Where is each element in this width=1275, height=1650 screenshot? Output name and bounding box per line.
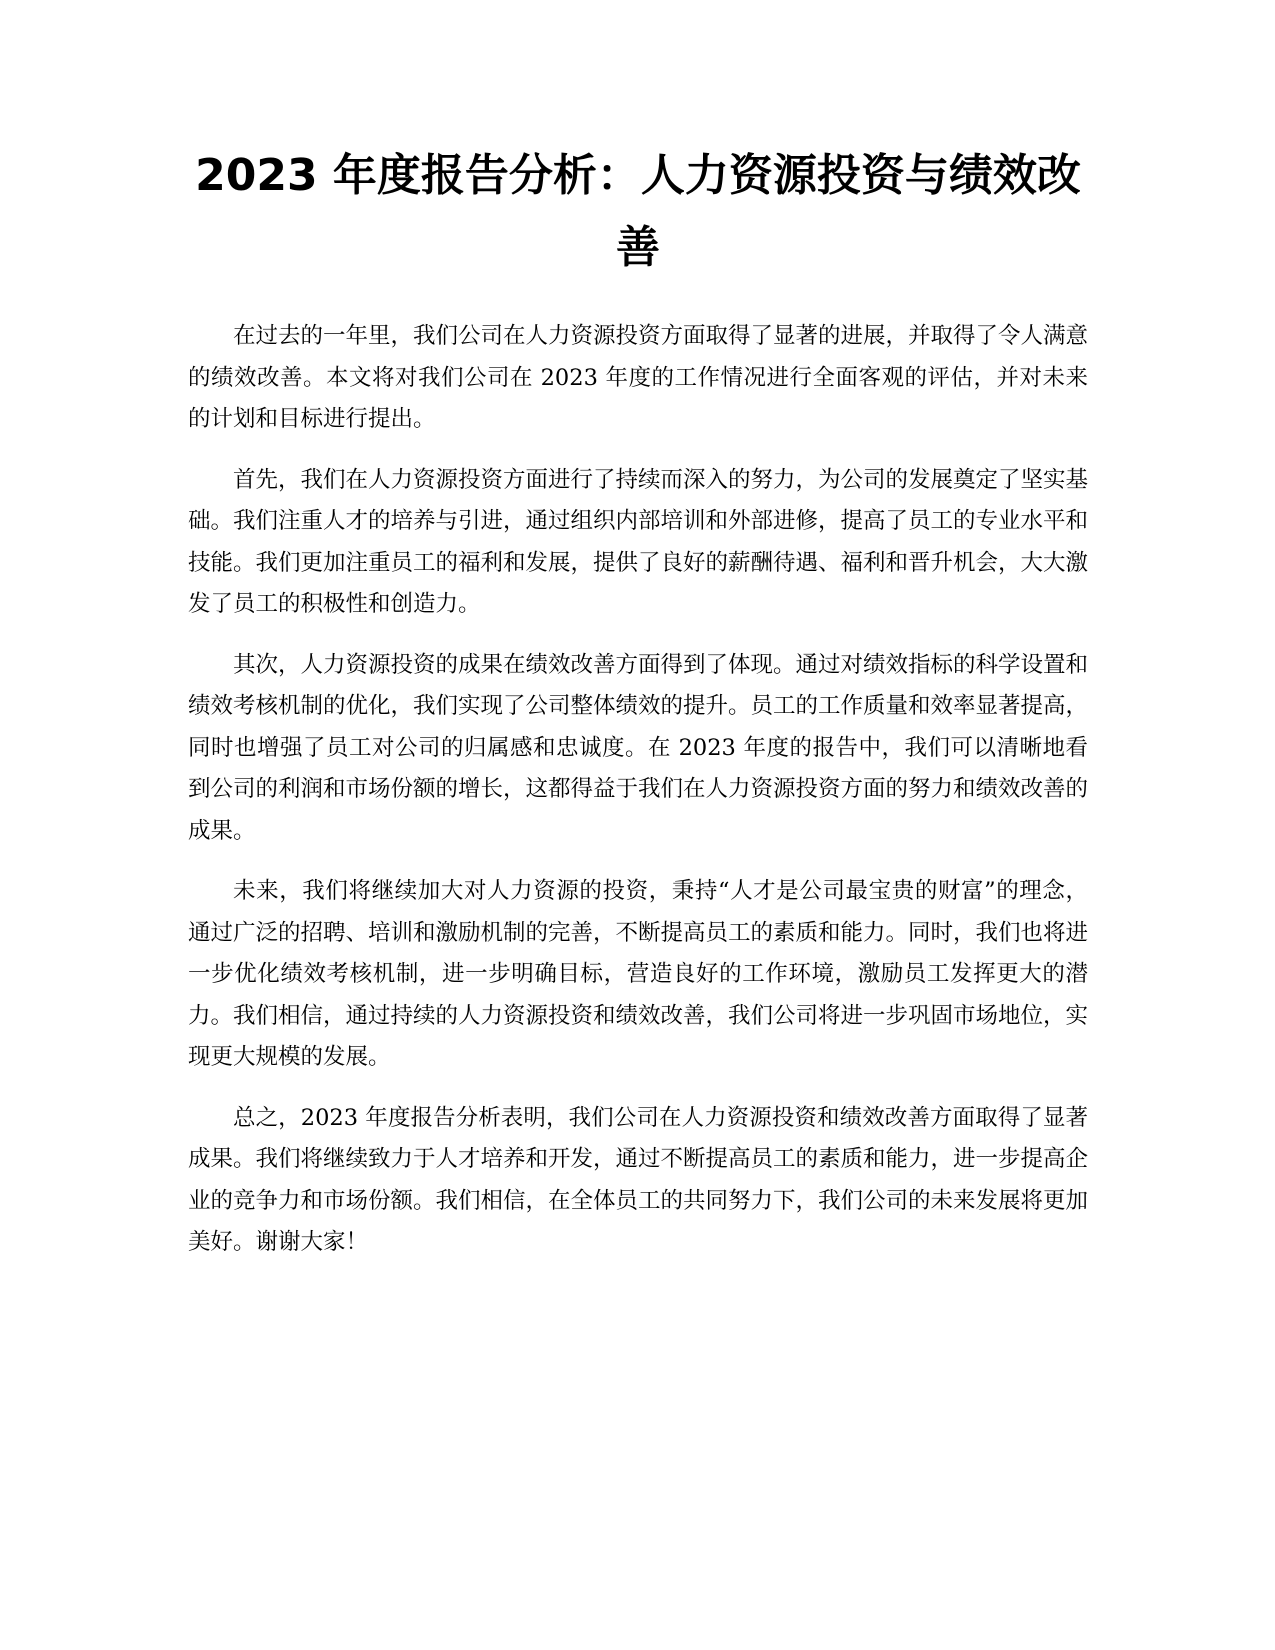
paragraph-investment: 首先，我们在人力资源投资方面进行了持续而深入的努力，为公司的发展奠定了坚实基础。我们注重人才的培养与引进，通过组织内部培训和外部进修，提高了员工的专业水平和技能。我们更加注重员工的福利和发展，提供了良好的薪酬待遇、福利和晋升机会，大大激发了员工的积极性和创造力。 <box>188 466 1089 617</box>
paragraph-performance: 其次，人力资源投资的成果在绩效改善方面得到了体现。通过对绩效指标的科学设置和绩效考核机制的优化，我们实现了公司整体绩效的提升。员工的工作质量和效率显著提高，同时也增强了员工对公司的归属感和忠诚度。在 2023 年度的报告中，我们可以清晰地看到公司的利润和市场份额的增长，这都得益于我们在人力资源投资方面的努力和绩效改善的成果。 <box>188 651 1089 844</box>
paragraph-conclusion: 总之，2023 年度报告分析表明，我们公司在人力资源投资和绩效改善方面取得了显著成果。我们将继续致力于人才培养和开发，通过不断提高员工的素质和能力，进一步提高企业的竞争力和市场份额。我们相信，在全体员工的共同努力下，我们公司的未来发展将更加美好。谢谢大家！ <box>188 1104 1089 1255</box>
paragraph-future: 未来，我们将继续加大对人力资源的投资，秉持“人才是公司最宝贵的财富”的理念，通过广泛的招聘、培训和激励机制的完善，不断提高员工的素质和能力。同时，我们也将进一步优化绩效考核机制，进一步明确目标，营造良好的工作环境，激励员工发挥更大的潜力。我们相信，通过持续的人力资源投资和绩效改善，我们公司将进一步巩固市场地位，实现更大规模的发展。 <box>188 878 1089 1070</box>
document-body <box>188 140 1088 1283</box>
document-title: 2023 年度报告分析：人力资源投资与绩效改善 <box>195 150 1081 273</box>
paragraph-intro: 在过去的一年里，我们公司在人力资源投资方面取得了显著的进展，并取得了令人满意的绩效改善。本文将对我们公司在 2023 年度的工作情况进行全面客观的评估，并对未来的计划和目标进行提出。 <box>188 323 1089 432</box>
